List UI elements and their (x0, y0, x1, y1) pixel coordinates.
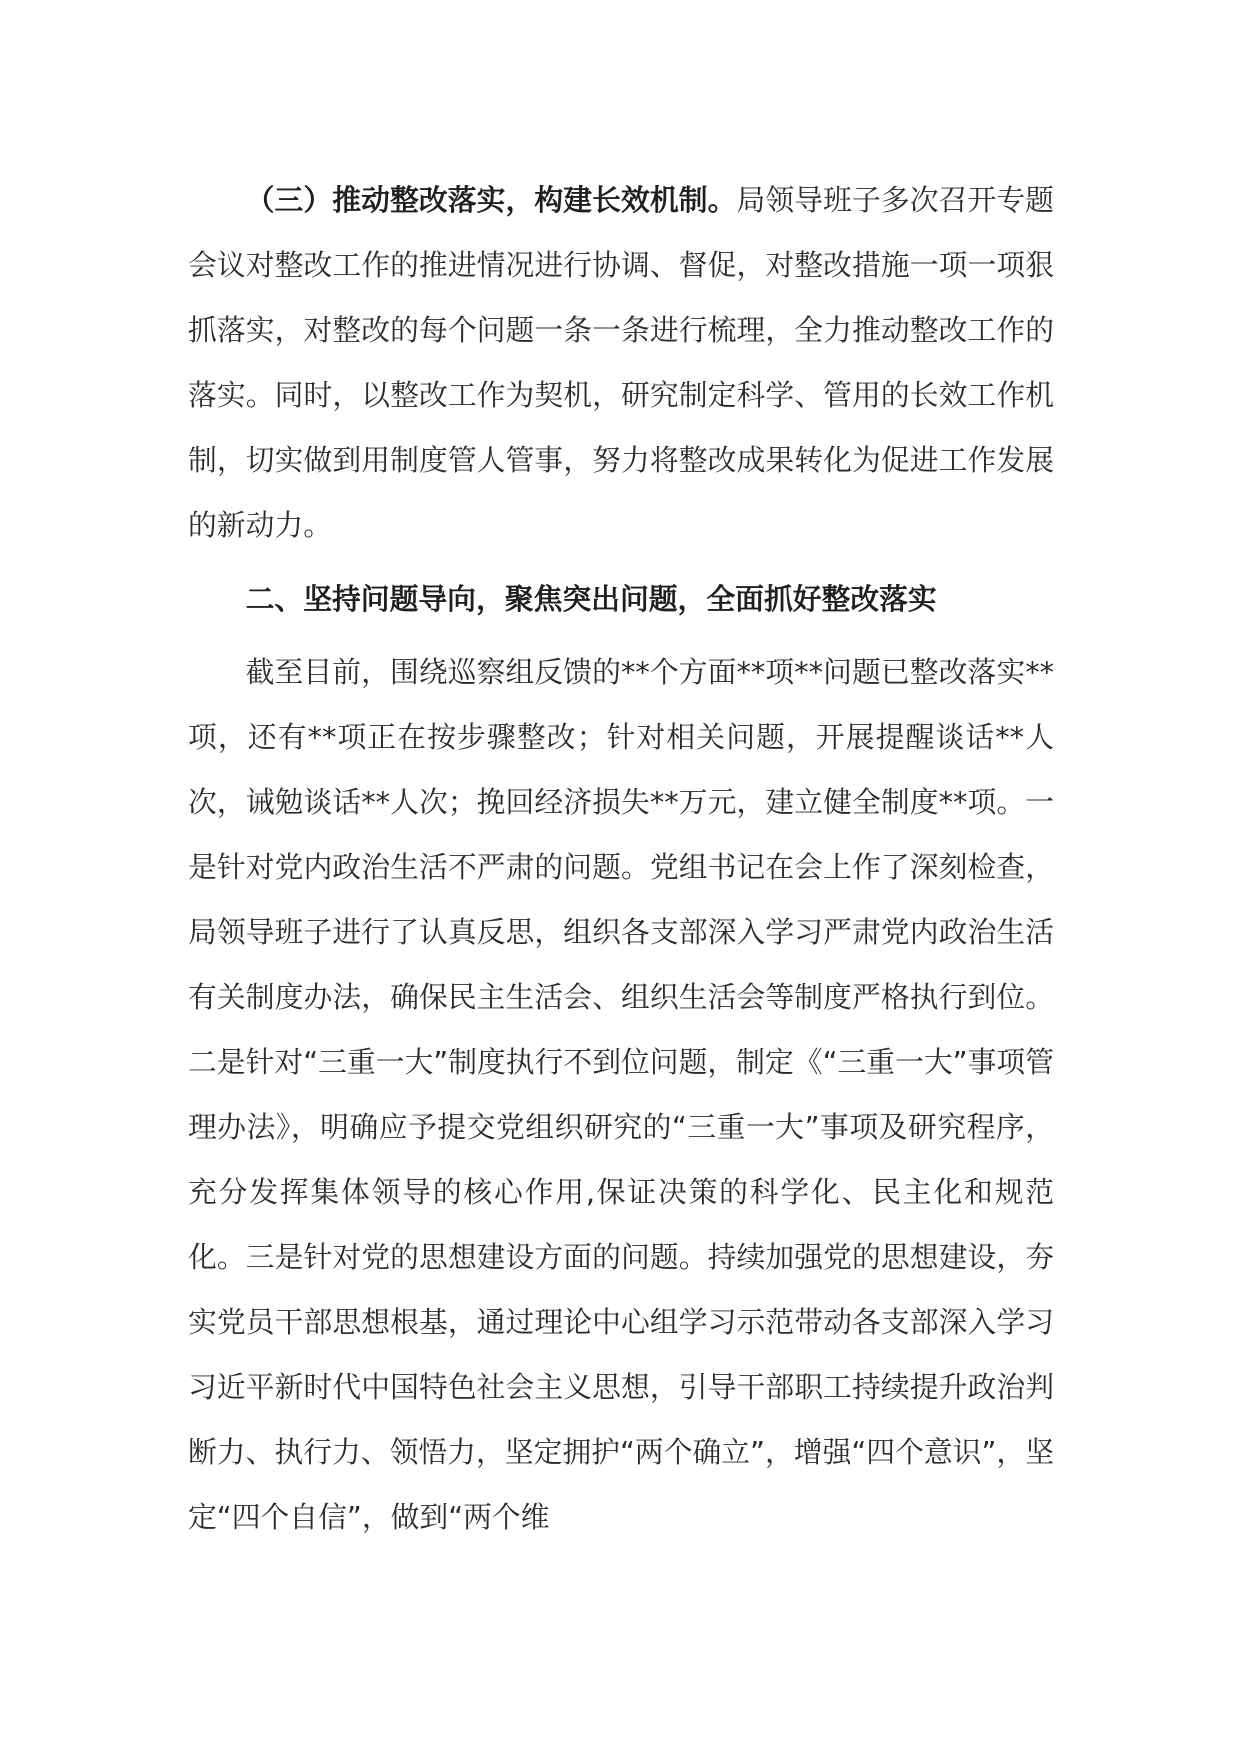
section-3-body: 局领导班子多次召开专题会议对整改工作的推进情况进行协调、督促，对整改措施一项一项狠抓落实，对整改的每个问题一条一条进行梳理，全力推动整改工作的落实。同时，以整改工作为契机，研究制定科学、管用的长效工作机制，切实做到用制度管人管事，努力将整改成果转化为促进工作发展的新动力。 (188, 183, 1054, 542)
section-2-paragraph: 截至目前，围绕巡察组反馈的**个方面**项**问题已整改落实**项，还有**项正在按步骤整改；针对相关问题，开展提醒谈话**人次，诫勉谈话**人次；挽回经济损失**万元，建立健全制度**项。一是针对党内政治生活不严肃的问题。党组书记在会上作了深刻检查，局领导班子进行了认真反思，组织各支部深入学习严肃党内政治生活有关制度办法，确保民主生活会、组织生活会等制度严格执行到位。二是针对“三重一大”制度执行不到位问题，制定《“三重一大”事项管理办法》，明确应予提交党组织研究的“三重一大”事项及研究程序，充分发挥集体领导的核心作用,保证决策的科学化、民主化和规范化。三是针对党的思想建设方面的问题。持续加强党的思想建设，夯实党员干部思想根基，通过理论中心组学习示范带动各支部深入学习习近平新时代中国特色社会主义思想，引导干部职工持续提升政治判断力、执行力、领悟力，坚定拥护“两个确立”，增强“四个意识”，坚定“四个自信”，做到“两个维 (188, 655, 1054, 1534)
section-3-paragraph (188, 168, 1054, 558)
section-3-lead: （三）推动整改落实，构建长效机制。 (245, 183, 737, 217)
section-heading-2: 二、坚持问题导向，聚焦突出问题，全面抓好整改落实 (245, 582, 937, 616)
document-page (188, 168, 1054, 1550)
